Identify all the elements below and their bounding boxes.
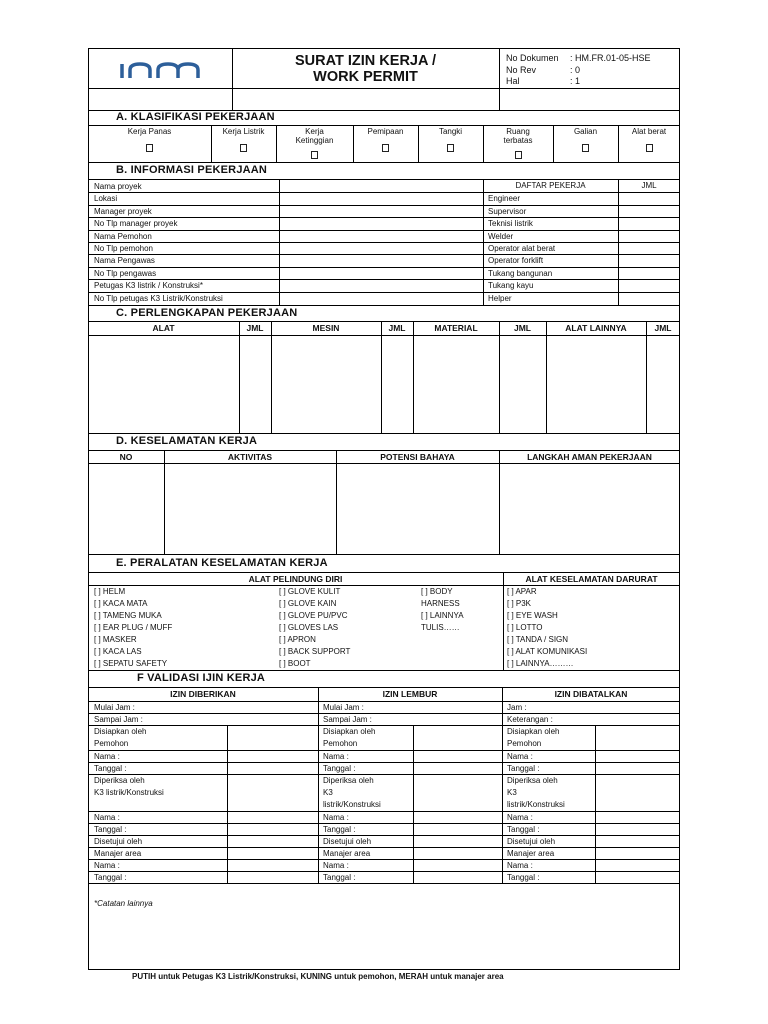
- worker-count-input[interactable]: [619, 268, 679, 279]
- checkbox-tangki[interactable]: [447, 144, 454, 152]
- time-end-field[interactable]: Sampai Jam :: [94, 715, 143, 724]
- info-field-input[interactable]: [280, 243, 482, 254]
- classification-label: Galian: [573, 127, 598, 136]
- safety-equipment-option[interactable]: [ ] TANDA / SIGN: [507, 635, 569, 644]
- name-field[interactable]: Nama :: [507, 861, 533, 870]
- divider: [88, 125, 680, 126]
- workers-header: DAFTAR PEKERJA: [515, 181, 586, 190]
- classification-label: Kerja Panas: [127, 127, 172, 136]
- date-field[interactable]: Tanggal :: [507, 825, 540, 834]
- safety-equipment-option[interactable]: [ ] EYE WASH: [507, 611, 558, 620]
- checkbox-ruang-terbatas[interactable]: [515, 151, 522, 159]
- date-field[interactable]: Tanggal :: [94, 825, 127, 834]
- footer-note: PUTIH untuk Petugas K3 Listrik/Konstruksi, KUNING untuk pemohon, MERAH untuk manajer area: [132, 972, 504, 981]
- section-b-title: B. INFORMASI PEKERJAAN: [116, 164, 268, 176]
- col-izin-dibatalkan: IZIN DIBATALKAN: [554, 689, 628, 699]
- name-field[interactable]: Nama :: [323, 752, 349, 761]
- divider: [164, 450, 165, 554]
- safety-equipment-option[interactable]: [ ] KACA MATA: [94, 599, 148, 608]
- doc-rev-value: : 0: [570, 65, 581, 75]
- worker-type-label: Tukang bangunan: [488, 269, 553, 278]
- section-c-title: C. PERLENGKAPAN PEKERJAAN: [116, 307, 298, 319]
- divider: [546, 321, 547, 433]
- prepared-by-role: Pemohon: [507, 739, 542, 748]
- checked-by-label: Diperiksa oleh: [323, 776, 374, 785]
- divider: [503, 572, 504, 670]
- worker-count-input[interactable]: [619, 193, 679, 204]
- date-field[interactable]: Tanggal :: [94, 764, 127, 773]
- safety-equipment-option[interactable]: [ ] BOOT: [279, 659, 311, 668]
- worker-type-label: Helper: [488, 294, 512, 303]
- col-no: NO: [119, 452, 133, 462]
- doc-number-value: : HM.FR.01-05-HSE: [570, 53, 651, 63]
- checkbox-alat-berat[interactable]: [646, 144, 653, 152]
- time-end-field[interactable]: Sampai Jam :: [323, 715, 372, 724]
- divider: [88, 585, 680, 586]
- emergency-header: ALAT KESELAMATAN DARURAT: [525, 574, 658, 584]
- info-field-input[interactable]: [280, 181, 482, 192]
- col-alat-lainnya: ALAT LAINNYA: [565, 323, 627, 333]
- prepared-by-label: Disiapkan oleh: [94, 727, 147, 736]
- worker-type-label: Tukang kayu: [488, 281, 534, 290]
- safety-equipment-option[interactable]: [ ] APRON: [279, 635, 316, 644]
- col-jml: JML: [246, 323, 264, 333]
- name-field[interactable]: Nama :: [94, 861, 120, 870]
- safety-equipment-option[interactable]: [ ] LAINNYA………: [507, 659, 574, 668]
- checked-by-role: K3: [323, 788, 333, 797]
- info-field-label: No Tlp pemohon: [94, 244, 153, 253]
- approved-by-label: Disetujui oleh: [507, 837, 556, 846]
- divider: [499, 48, 500, 110]
- name-field[interactable]: Nama :: [507, 813, 533, 822]
- col-divider: [595, 859, 596, 883]
- row-divider: [88, 871, 680, 872]
- prepared-by-label: Disiapkan oleh: [507, 727, 560, 736]
- classification-label: Kerja: [305, 127, 324, 136]
- safety-equipment-option[interactable]: [ ] BACK SUPPORT: [279, 647, 351, 656]
- worker-count-input[interactable]: [619, 255, 679, 266]
- classification-item: [88, 127, 211, 157]
- col-potensi-bahaya: POTENSI BAHAYA: [380, 452, 455, 462]
- safety-equipment-option[interactable]: [ ] ALAT KOMUNIKASI: [507, 647, 588, 656]
- info-field-input[interactable]: [280, 206, 482, 217]
- divider: [88, 572, 680, 573]
- checked-by-label: Diperiksa oleh: [94, 776, 145, 785]
- safety-equipment-option[interactable]: [ ] P3K: [507, 599, 532, 608]
- time-start-field[interactable]: Mulai Jam :: [94, 703, 135, 712]
- name-field[interactable]: Nama :: [323, 861, 349, 870]
- classification-item: [353, 127, 418, 157]
- divider: [88, 859, 680, 860]
- col-divider: [227, 859, 228, 883]
- safety-equipment-option[interactable]: [ ] GLOVE KAIN: [279, 599, 337, 608]
- info-field-input[interactable]: [280, 231, 482, 242]
- name-field[interactable]: Nama :: [94, 752, 120, 761]
- worker-type-label: Operator alat berat: [488, 244, 556, 253]
- checkbox-kerja-ketinggian[interactable]: [311, 151, 318, 159]
- info-field-input[interactable]: [280, 193, 482, 204]
- doc-rev-label: No Rev: [506, 65, 537, 75]
- classification-label: Kerja Listrik: [222, 127, 265, 136]
- time-start-field[interactable]: Mulai Jam :: [323, 703, 364, 712]
- row-divider: [88, 811, 680, 812]
- worker-type-label: Welder: [488, 232, 514, 241]
- info-field-label: Manager proyek: [94, 207, 152, 216]
- info-field-input[interactable]: [280, 268, 482, 279]
- checkbox-galian[interactable]: [582, 144, 589, 152]
- divider: [88, 335, 680, 336]
- apd-header: ALAT PELINDUNG DIRI: [248, 574, 343, 584]
- section-a-title: A. KLASIFIKASI PEKERJAAN: [116, 111, 275, 123]
- divider: [88, 687, 680, 688]
- divider: [88, 670, 680, 671]
- classification-item: [418, 127, 483, 157]
- row-divider: [88, 762, 680, 763]
- divider: [88, 162, 680, 163]
- safety-equipment-option: TULIS……: [421, 623, 460, 632]
- approved-by-role: Manajer area: [323, 849, 371, 858]
- checked-by-role: listrik/Konstruksi: [323, 800, 381, 809]
- row-divider: [88, 823, 680, 824]
- row-divider: [88, 713, 680, 714]
- divider: [88, 88, 680, 89]
- name-field[interactable]: Nama :: [94, 813, 120, 822]
- section-d-title: D. KESELAMATAN KERJA: [116, 435, 258, 447]
- info-field-label: Petugas K3 listrik / Konstruksi*: [94, 281, 203, 290]
- classification-item: [618, 127, 680, 157]
- divider: [88, 554, 680, 555]
- col-jml: JML: [654, 323, 672, 333]
- col-mesin: MESIN: [312, 323, 340, 333]
- worker-count-input[interactable]: [619, 218, 679, 229]
- col-izin-lembur: IZIN LEMBUR: [382, 689, 438, 699]
- classification-label: Tangki: [438, 127, 463, 136]
- info-field-label: Nama proyek: [94, 182, 142, 191]
- checked-by-label: Diperiksa oleh: [507, 776, 558, 785]
- checked-by-role: listrik/Konstruksi: [507, 800, 565, 809]
- row-divider: [88, 847, 680, 848]
- row-divider: [88, 883, 680, 884]
- worker-type-label: Teknisi listrik: [488, 219, 533, 228]
- worker-count-input[interactable]: [619, 206, 679, 217]
- classification-label: Ruang: [506, 127, 530, 136]
- doc-page-value: : 1: [570, 76, 581, 86]
- checkbox-pemipaan[interactable]: [382, 144, 389, 152]
- checkbox-kerja-listrik[interactable]: [240, 144, 247, 152]
- worker-count-input[interactable]: [619, 243, 679, 254]
- classification-label: terbatas: [503, 136, 533, 145]
- safety-equipment-option[interactable]: [ ] HELM: [94, 587, 126, 596]
- prepared-by-role: Pemohon: [94, 739, 129, 748]
- col-jml: JML: [514, 323, 531, 333]
- classification-label: Alat berat: [631, 127, 667, 136]
- divider: [271, 321, 272, 433]
- approved-by-label: Disetujui oleh: [323, 837, 372, 846]
- safety-equipment-option[interactable]: [ ] LAINNYA: [421, 611, 464, 620]
- worker-type-label: Operator forklift: [488, 256, 544, 265]
- section-e-title: E. PERALATAN KESELAMATAN KERJA: [116, 557, 328, 569]
- approved-by-role: Manajer area: [507, 849, 555, 858]
- safety-equipment-option[interactable]: [ ] LOTTO: [507, 623, 543, 632]
- workers-jml-header: JML: [641, 181, 657, 190]
- checked-by-role: K3 listrik/Konstruksi: [94, 788, 164, 797]
- divider: [88, 179, 680, 180]
- info-field-input[interactable]: [280, 293, 482, 304]
- info-field-input[interactable]: [280, 280, 482, 291]
- safety-equipment-option[interactable]: [ ] BODY: [421, 587, 453, 596]
- approved-by-role: Manajer area: [94, 849, 142, 858]
- col-divider: [318, 859, 319, 883]
- info-field-label: No Tlp pengawas: [94, 269, 157, 278]
- safety-equipment-option[interactable]: [ ] KACA LAS: [94, 647, 142, 656]
- safety-equipment-option[interactable]: [ ] TAMENG MUKA: [94, 611, 162, 620]
- safety-equipment-option[interactable]: [ ] APAR: [507, 587, 537, 596]
- info-field-input[interactable]: [280, 255, 482, 266]
- divider: [336, 450, 337, 554]
- safety-equipment-option[interactable]: [ ] GLOVE PU/PVC: [279, 611, 348, 620]
- worker-count-input[interactable]: [619, 293, 679, 304]
- notes-label: *Catatan lainnya: [94, 899, 153, 908]
- col-izin-diberikan: IZIN DIBERIKAN: [170, 689, 236, 699]
- divider: [227, 725, 228, 859]
- divider: [88, 433, 680, 434]
- row-divider: [88, 774, 680, 775]
- info-field-label: No Tlp petugas K3 Listrik/Konstruksi: [94, 294, 223, 303]
- col-aktivitas: AKTIVITAS: [227, 452, 273, 462]
- divider: [88, 305, 680, 306]
- divider: [88, 450, 680, 451]
- date-field[interactable]: Tanggal :: [94, 873, 127, 882]
- worker-count-input[interactable]: [619, 231, 679, 242]
- classification-item: [553, 127, 618, 157]
- date-field[interactable]: Tanggal :: [507, 873, 540, 882]
- worker-type-label: Supervisor: [488, 207, 527, 216]
- col-alat: ALAT: [152, 323, 175, 333]
- divider: [239, 321, 240, 433]
- date-field[interactable]: Tanggal :: [323, 764, 356, 773]
- safety-equipment-option[interactable]: [ ] SEPATU SAFETY: [94, 659, 168, 668]
- col-divider: [413, 859, 414, 883]
- divider: [413, 725, 414, 859]
- checkbox-kerja-panas[interactable]: [146, 144, 153, 152]
- date-field[interactable]: Tanggal :: [323, 873, 356, 882]
- safety-equipment-option[interactable]: [ ] GLOVES LAS: [279, 623, 339, 632]
- checked-by-role: K3: [507, 788, 517, 797]
- safety-equipment-option[interactable]: [ ] GLOVE KULIT: [279, 587, 341, 596]
- date-field[interactable]: Tanggal :: [507, 764, 540, 773]
- divider: [88, 463, 680, 464]
- name-field[interactable]: Nama :: [507, 752, 533, 761]
- name-field[interactable]: Nama :: [323, 813, 349, 822]
- classification-label: Ketinggian: [295, 136, 334, 145]
- divider: [499, 450, 500, 554]
- divider: [595, 725, 596, 859]
- date-field[interactable]: Tanggal :: [323, 825, 356, 834]
- classification-label: Pemipaan: [367, 127, 404, 136]
- info-field-input[interactable]: [280, 218, 482, 229]
- safety-equipment-option: HARNESS: [421, 599, 460, 608]
- time-start-field[interactable]: Jam :: [507, 703, 527, 712]
- prepared-by-role: Pemohon: [323, 739, 358, 748]
- divider: [499, 321, 500, 433]
- doc-number-label: No Dokumen: [506, 53, 559, 63]
- col-material: MATERIAL: [434, 323, 478, 333]
- doc-page-label: Hal: [506, 76, 520, 86]
- safety-equipment-option[interactable]: [ ] EAR PLUG / MUFF: [94, 623, 173, 632]
- approved-by-label: Disetujui oleh: [94, 837, 143, 846]
- time-end-field[interactable]: Keterangan :: [507, 715, 553, 724]
- classification-item: [211, 127, 276, 157]
- col-divider: [502, 859, 503, 883]
- section-f-title: F VALIDASI IJIN KERJA: [137, 672, 266, 684]
- col-jml: JML: [388, 323, 406, 333]
- info-field-label: Nama Pengawas: [94, 256, 155, 265]
- divider: [381, 321, 382, 433]
- col-langkah-aman: LANGKAH AMAN PEKERJAAN: [527, 452, 652, 462]
- worker-count-input[interactable]: [619, 280, 679, 291]
- safety-equipment-option[interactable]: [ ] MASKER: [94, 635, 137, 644]
- page-title: SURAT IZIN KERJA / WORK PERMIT: [295, 53, 436, 85]
- divider: [88, 321, 680, 322]
- worker-type-label: Engineer: [488, 194, 521, 203]
- row-divider: [88, 725, 680, 726]
- info-field-label: No Tlp manager proyek: [94, 219, 178, 228]
- prepared-by-label: Disiapkan oleh: [323, 727, 376, 736]
- row-divider: [88, 750, 680, 751]
- classification-item: [276, 127, 353, 164]
- info-field-label: Nama Pemohon: [94, 232, 152, 241]
- classification-item: [483, 127, 553, 164]
- row-divider: [88, 835, 680, 836]
- info-field-label: Lokasi: [94, 194, 118, 203]
- divider: [646, 321, 647, 433]
- company-logo-icon: [118, 58, 202, 82]
- divider: [88, 701, 680, 702]
- divider: [413, 321, 414, 433]
